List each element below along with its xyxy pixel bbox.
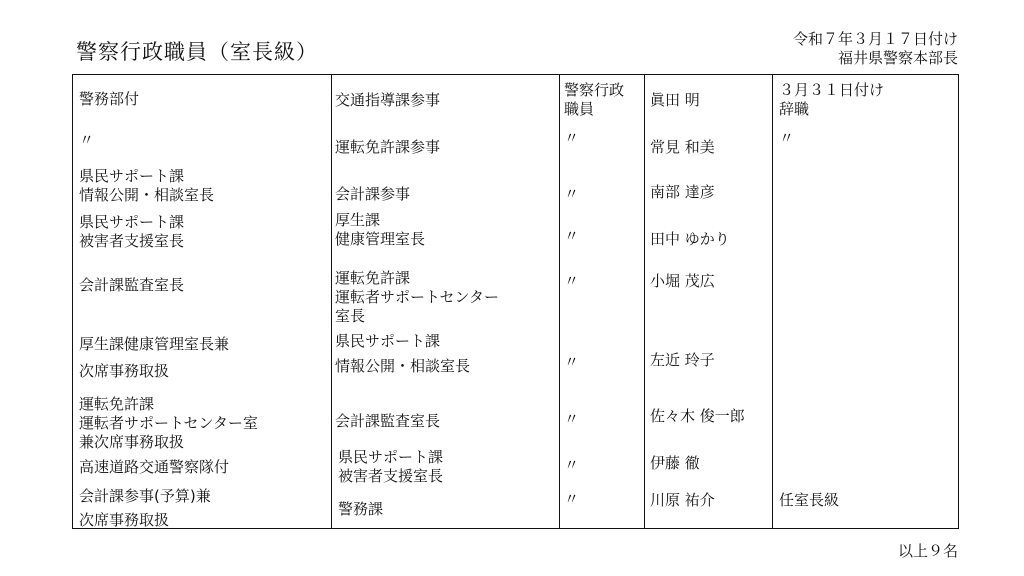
old-post-cell: 厚生課健康管理室長兼 次席事務取扱 — [79, 335, 230, 380]
rank-cell: 警察行政 職員 — [564, 81, 625, 118]
rank-cell: 〃 — [564, 456, 580, 474]
new-post-cell: 運転免許課参事 — [335, 138, 441, 156]
rank-cell: 〃 — [564, 272, 580, 290]
date-issuer-block — [793, 30, 958, 68]
old-post-cell: 県民サポート課 情報公開・相談室長 — [79, 167, 215, 204]
name-cell: 常見 和美 — [650, 138, 715, 156]
name-cell: 眞田 明 — [650, 91, 700, 109]
old-post-cell: 県民サポート課 被害者支援室長 — [79, 213, 185, 250]
new-post-cell: 警務課 — [338, 500, 384, 518]
column-divider — [644, 75, 645, 528]
old-post-cell: 会計課監査室長 — [79, 276, 185, 294]
rank-cell: 〃 — [564, 185, 580, 203]
name-cell: 左近 玲子 — [650, 351, 715, 369]
new-post-cell: 厚生課 健康管理室長 — [335, 211, 426, 248]
name-cell: 佐々木 俊一郎 — [650, 407, 745, 425]
new-post-cell: 会計課監査室長 — [335, 412, 441, 430]
issuer: 福井県警察本部長 — [837, 49, 958, 67]
old-post-cell: 運転免許課 運転者サポートセンター室 兼次席事務取扱 — [79, 395, 258, 451]
old-post-cell: 警務部付 — [79, 90, 140, 108]
name-cell: 小堀 茂広 — [650, 272, 715, 290]
rank-cell: 〃 — [564, 353, 580, 371]
new-post-cell: 県民サポート課 被害者支援室長 — [338, 448, 444, 485]
rank-cell: 〃 — [564, 410, 580, 428]
old-post-cell: 会計課参事(予算)兼 次席事務取扱 — [79, 487, 211, 529]
note-cell: ３月３１日付け 辞職 — [779, 81, 885, 118]
column-divider — [772, 75, 773, 528]
name-cell: 川原 祐介 — [650, 491, 715, 509]
name-cell: 南部 達彦 — [650, 183, 715, 201]
personnel-table — [72, 74, 959, 529]
new-post-cell: 交通指導課参事 — [335, 91, 441, 109]
rank-cell: 〃 — [564, 227, 580, 245]
old-post-cell: 高速道路交通警察隊付 — [79, 458, 230, 476]
issue-date: 令和７年３月１７日付け — [792, 30, 958, 48]
page-title: 警察行政職員（室長級） — [76, 40, 318, 64]
note-cell: 〃 — [779, 129, 795, 147]
new-post-cell: 県民サポート課 情報公開・相談室長 — [335, 332, 471, 375]
new-post-cell: 運転免許課 運転者サポートセンター 室長 — [335, 269, 499, 325]
note-cell: 任室長級 — [779, 491, 840, 509]
rank-cell: 〃 — [564, 129, 580, 147]
name-cell: 田中 ゆかり — [650, 230, 730, 248]
rank-cell: 〃 — [564, 490, 580, 508]
column-divider — [331, 75, 332, 528]
column-divider — [559, 75, 560, 528]
name-cell: 伊藤 徹 — [650, 454, 700, 472]
total-count: 以上９名 — [897, 542, 958, 560]
new-post-cell: 会計課参事 — [335, 185, 411, 203]
old-post-cell: 〃 — [79, 131, 95, 149]
